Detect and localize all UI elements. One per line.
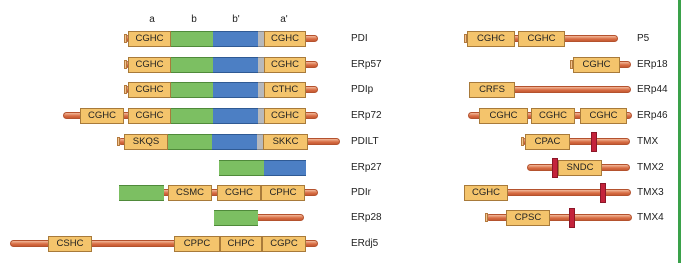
n-terminus-marker — [521, 137, 524, 146]
thioredoxin-domain: CPHC — [261, 185, 305, 201]
thioredoxin-domain: CPSC — [506, 210, 550, 226]
thioredoxin-domain: CGHC — [264, 57, 306, 73]
thioredoxin-domain: CGHC — [128, 108, 171, 124]
domain-header-2: b' — [232, 14, 240, 25]
thioredoxin-domain: CGPC — [262, 236, 306, 252]
protein-name-label: PDIp — [351, 84, 374, 95]
n-terminus-marker — [485, 213, 488, 222]
thioredoxin-domain: SKQS — [124, 134, 168, 150]
domain-header-0: a — [149, 14, 155, 25]
thioredoxin-domain: CSHC — [48, 236, 92, 252]
thioredoxin-domain: CGHC — [573, 57, 620, 73]
protein-row-tmx2 — [0, 160, 681, 176]
protein-name-label: PDI — [351, 33, 368, 44]
thioredoxin-domain: CHPC — [220, 236, 262, 252]
domain-header-3: a' — [280, 14, 288, 25]
thioredoxin-domain: CRFS — [469, 82, 515, 98]
thioredoxin-domain: CGHC — [217, 185, 261, 201]
protein-name-label: TMX2 — [637, 162, 664, 173]
thioredoxin-domain: CGHC — [128, 82, 171, 98]
thioredoxin-domain: CGHC — [264, 31, 306, 47]
protein-row-tmx4 — [0, 210, 681, 226]
domain-header-1: b — [191, 14, 197, 25]
protein-name-label: ERp72 — [351, 110, 382, 121]
thioredoxin-domain: CPAC — [525, 134, 570, 150]
thioredoxin-domain: CGHC — [479, 108, 528, 124]
thioredoxin-domain: CGHC — [128, 57, 171, 73]
protein-row-erp46 — [0, 108, 681, 124]
thioredoxin-domain: CPPC — [174, 236, 220, 252]
thioredoxin-domain: CGHC — [518, 31, 565, 47]
thioredoxin-domain: CSMC — [168, 185, 212, 201]
thioredoxin-domain: CGHC — [80, 108, 124, 124]
thioredoxin-domain: CGHC — [467, 31, 515, 47]
thioredoxin-domain: SNDC — [558, 160, 602, 176]
thioredoxin-domain: CGHC — [580, 108, 627, 124]
protein-row-p5 — [0, 31, 681, 47]
protein-name-label: TMX — [637, 136, 659, 147]
protein-name-label: PDILT — [351, 136, 379, 147]
protein-name-label: PDIr — [351, 187, 371, 198]
transmembrane-segment — [591, 132, 597, 152]
transmembrane-segment — [569, 208, 575, 228]
thioredoxin-domain: CGHC — [128, 31, 171, 47]
protein-row-tmx — [0, 134, 681, 150]
protein-name-label: ERp44 — [637, 84, 668, 95]
protein-name-label: TMX4 — [637, 212, 664, 223]
protein-name-label: P5 — [637, 33, 650, 44]
protein-row-erp44 — [0, 82, 681, 98]
thioredoxin-domain: CGHC — [464, 185, 508, 201]
protein-name-label: ERp57 — [351, 59, 382, 70]
transmembrane-segment — [600, 183, 606, 203]
protein-name-label: ERp18 — [637, 59, 668, 70]
protein-name-label: ERdj5 — [351, 238, 379, 249]
protein-row-erdj5 — [0, 236, 681, 252]
protein-name-label: ERp28 — [351, 212, 382, 223]
thioredoxin-domain: SKKC — [263, 134, 308, 150]
protein-name-label: TMX3 — [637, 187, 664, 198]
protein-row-erp18 — [0, 57, 681, 73]
thioredoxin-domain: CTHC — [264, 82, 306, 98]
thioredoxin-domain: CGHC — [264, 108, 306, 124]
protein-name-label: ERp27 — [351, 162, 382, 173]
thioredoxin-domain: CGHC — [531, 108, 575, 124]
protein-row-tmx3 — [0, 185, 681, 201]
protein-name-label: ERp46 — [637, 110, 668, 121]
